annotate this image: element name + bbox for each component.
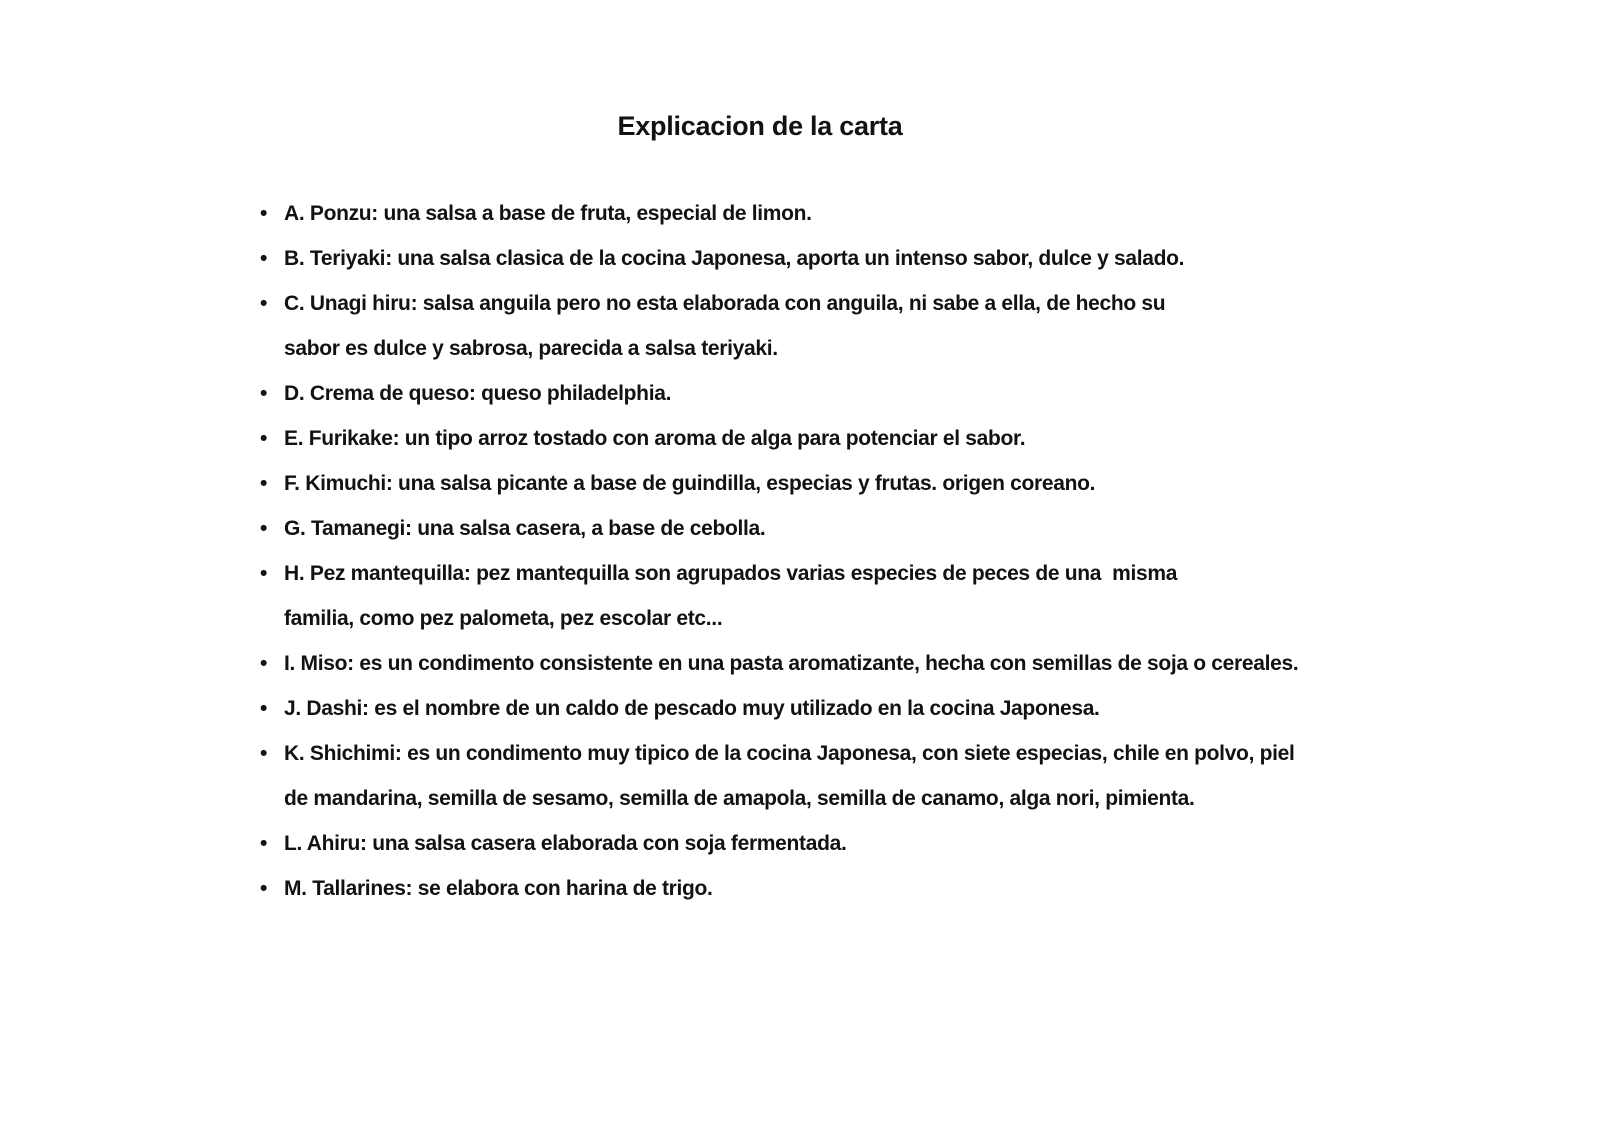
list-item-line: • H. Pez mantequilla: pez mantequilla son agrupados varias especies de peces de una misma (284, 562, 1178, 585)
list-item-A (260, 191, 1520, 236)
list-item-line: • G. Tamanegi: una salsa casera, a base de cebolla. (284, 517, 766, 540)
list-item-H (260, 551, 1520, 641)
list-item-F (260, 461, 1520, 506)
list-item-line: • M. Tallarines: se elabora con harina de trigo. (284, 877, 713, 900)
list-item-line: • A. Ponzu: una salsa a base de fruta, especial de limon. (284, 202, 812, 225)
list-item-line: • B. Teriyaki: una salsa clasica de la cocina Japonesa, aporta un intenso sabor, dulce y salado. (284, 247, 1185, 270)
list-item-L (260, 821, 1520, 866)
list-item-line: familia, como pez palometa, pez escolar etc... (284, 607, 723, 630)
list-item-I (260, 641, 1520, 686)
list-item-D (260, 371, 1520, 416)
glossary-list (260, 191, 1520, 911)
list-item-J (260, 686, 1520, 731)
list-item-line: • I. Miso: es un condimento consistente en una pasta aromatizante, hecha con semillas de soja o cereales. (284, 652, 1299, 675)
list-item-line: • E. Furikake: un tipo arroz tostado con aroma de alga para potenciar el sabor. (284, 427, 1026, 450)
list-item-line: • K. Shichimi: es un condimento muy tipico de la cocina Japonesa, con siete especias, chile en polvo, piel (284, 742, 1295, 765)
list-item-G (260, 506, 1520, 551)
list-item-line: sabor es dulce y sabrosa, parecida a salsa teriyaki. (284, 337, 778, 360)
list-item-C (260, 281, 1520, 371)
list-item-K (260, 731, 1520, 821)
list-item-B (260, 236, 1520, 281)
list-item-M (260, 866, 1520, 911)
list-item-line: • F. Kimuchi: una salsa picante a base de guindilla, especias y frutas. origen coreano. (284, 472, 1096, 495)
list-item-line: • C. Unagi hiru: salsa anguila pero no esta elaborada con anguila, ni sabe a ella, de hecho su (284, 292, 1166, 315)
list-item-line: • L. Ahiru: una salsa casera elaborada con soja fermentada. (284, 832, 847, 855)
page-title: Explicacion de la carta (617, 111, 903, 141)
list-item-line: • J. Dashi: es el nombre de un caldo de pescado muy utilizado en la cocina Japonesa. (284, 697, 1100, 720)
list-item-line: de mandarina, semilla de sesamo, semilla de amapola, semilla de canamo, alga nori, pimienta. (284, 787, 1195, 810)
list-item-line: • D. Crema de queso: queso philadelphia. (284, 382, 672, 405)
list-item-E (260, 416, 1520, 461)
